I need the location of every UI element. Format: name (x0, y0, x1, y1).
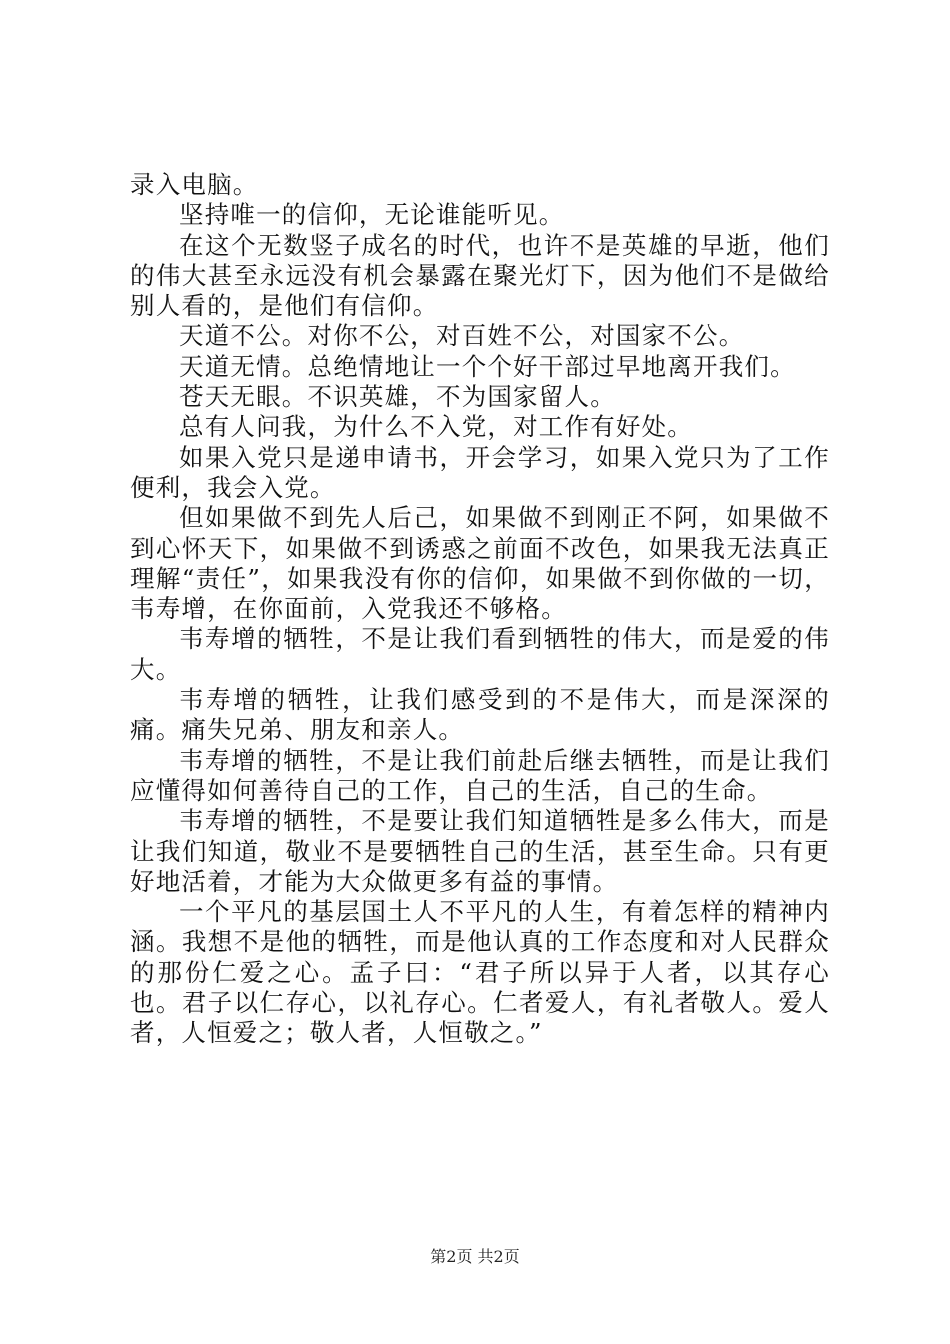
paragraph-10: 韦寿增的牺牲，不是让我们看到牺牲的伟大，而是爱的伟大。 (130, 624, 830, 684)
document-body (130, 170, 830, 1049)
paragraph-13: 韦寿增的牺牲，不是要让我们知道牺牲是多么伟大，而是让我们知道，敬业不是要牺牲自己的生活，甚至生命。只有更好地活着，才能为大众做更多有益的事情。 (130, 806, 830, 896)
paragraph-8: 如果入党只是递申请书，开会学习，如果入党只为了工作便利，我会入党。 (130, 442, 830, 502)
paragraph-9: 但如果做不到先人后己，如果做不到刚正不阿，如果做不到心怀天下，如果做不到诱惑之前面不改色，如果我无法真正理解“责任”，如果我没有你的信仰，如果做不到你做的一切，韦寿增，在你面前，入党我还不够格。 (130, 503, 830, 624)
paragraph-2: 坚持唯一的信仰，无论谁能听见。 (179, 200, 565, 230)
paragraph-4: 天道不公。对你不公，对百姓不公，对国家不公。 (179, 321, 745, 351)
paragraph-6: 苍天无眼。不识英雄，不为国家留人。 (179, 382, 616, 412)
page-number-label: 第2页 共2页 (430, 1247, 520, 1266)
paragraph-7: 总有人问我，为什么不入党，对工作有好处。 (179, 412, 693, 442)
paragraph-12: 韦寿增的牺牲，不是让我们前赴后继去牺牲，而是让我们应懂得如何善待自己的工作，自己的生活，自己的生命。 (130, 745, 830, 805)
paragraph-3: 在这个无数竖子成名的时代，也许不是英雄的早逝，他们的伟大甚至永远没有机会暴露在聚光灯下，因为他们不是做给别人看的，是他们有信仰。 (130, 230, 830, 321)
paragraph-11: 韦寿增的牺牲，让我们感受到的不是伟大，而是深深的痛。痛失兄弟、朋友和亲人。 (130, 685, 830, 745)
paragraph-14: 一个平凡的基层国土人不平凡的人生，有着怎样的精神内涵。我想不是他的牺牲，而是他认真的工作态度和对人民群众的那份仁爱之心。孟子曰：“君子所以异于人者，以其存心也。君子以仁存心，以礼存心。仁者爱人，有礼者敬人。爱人者，人恒爱之；敬人者，人恒敬之。” (130, 897, 830, 1048)
page-footer (0, 1244, 950, 1267)
paragraph-1: 录入电脑。 (130, 170, 259, 199)
paragraph-5: 天道无情。总绝情地让一个个好干部过早地离开我们。 (179, 351, 796, 381)
